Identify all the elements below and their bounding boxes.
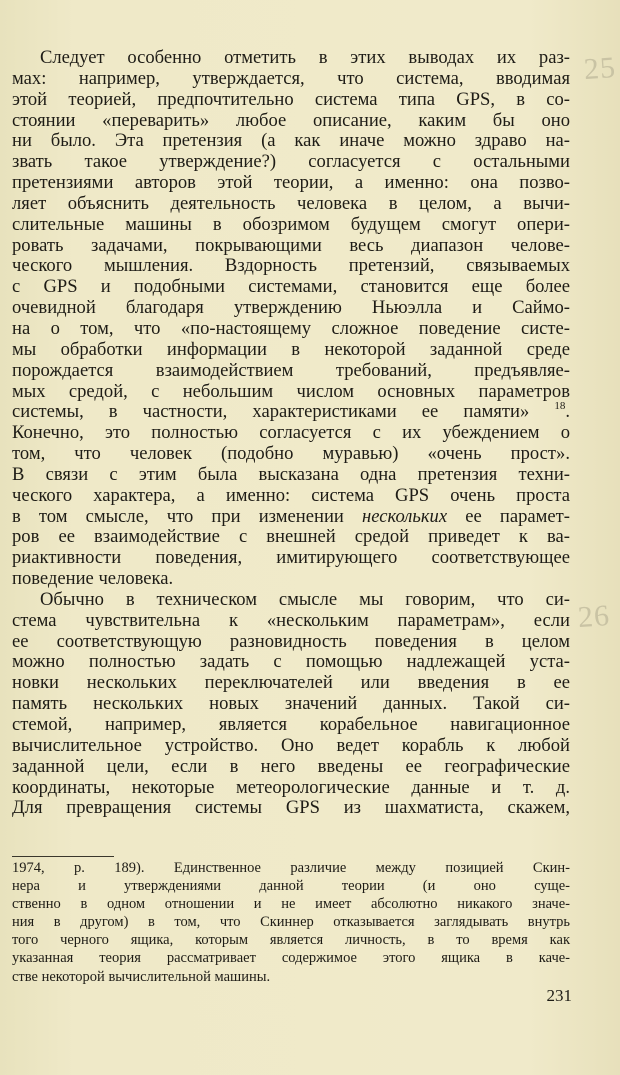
text-line: координаты, некоторые метеорологические данные и т. д. xyxy=(12,776,570,798)
footnote-reference-suffix: . xyxy=(565,401,570,423)
text-line: Следует особенно отметить в этих выводах их раз- xyxy=(40,47,570,68)
text-line: поведение человека. xyxy=(12,568,174,590)
text-line: заданной цели, если в него введены ее географические xyxy=(12,755,570,777)
text-line: мы обработки информации в некоторой заданной среде xyxy=(12,338,570,360)
text-line: порождается взаимодействием требований, предъявляе- xyxy=(12,359,570,381)
text-line: ни было. Эта претензия (а как иначе можно здраво на- xyxy=(12,130,570,152)
footnote-line: ственно в одном отношении и не имеет абсолютно никакого значе- xyxy=(12,896,570,913)
text-line: ческого характера, а именно: система GPS очень проста xyxy=(12,484,570,506)
text-line: с GPS и подобными системами, становится еще более xyxy=(12,276,570,298)
text-line: стема чувствительна к «нескольким параметрам», если xyxy=(12,609,570,631)
text-line-segment: в том смысле, что при изменении xyxy=(12,505,344,527)
text-line: новки нескольких переключателей или введения в ее xyxy=(12,672,570,694)
footnote-line: ния в другом) в том, что Скиннер отказывается заглядывать внутрь xyxy=(12,914,570,931)
text-line: ров ее взаимодействие с внешней средой приведет к ва- xyxy=(12,526,570,548)
text-line: очевидной благодаря утверждению Ньюэлла и Саймо- xyxy=(12,297,570,319)
footnote-reference: 18 xyxy=(554,400,566,413)
text-line-with-italic xyxy=(12,507,570,528)
text-line: том, что человек (подобно муравью) «очень прост». xyxy=(12,443,570,465)
text-line: ее соответствующую разновидность поведения в целом xyxy=(12,630,570,652)
text-line: ровать задачами, покрывающими весь диапазон челове- xyxy=(12,234,570,256)
text-line: стемой, например, является корабельное навигационное xyxy=(12,714,570,735)
text-line: мах: например, утверждается, что система, вводимая xyxy=(12,67,570,89)
main-text xyxy=(12,48,570,819)
footnote-line: 1974, p. 189). Единственное различие между позицией Скин- xyxy=(12,860,570,876)
text-line: ческого мышления. Вздорность претензий, связываемых xyxy=(12,255,570,277)
text-line: Для превращения системы GPS из шахматиста, скажем, xyxy=(12,797,570,819)
footnote-divider xyxy=(12,856,114,857)
page-number: 231 xyxy=(546,986,572,1005)
text-line: В связи с этим была высказана одна претензия техни- xyxy=(12,463,570,485)
footnote-line: указанная теория рассматривает содержимое этого ящика в каче- xyxy=(12,950,570,967)
text-line: мых средой, с небольшим числом основных параметров xyxy=(12,380,570,402)
text-line-segment: системы, в частности, характеристиками ее памяти» xyxy=(12,401,530,423)
text-line: Обычно в техническом смысле мы говорим, что си- xyxy=(40,588,570,610)
text-line: этой теорией, предпочтительно система типа GPS, в со- xyxy=(12,88,570,110)
text-line-with-footnote xyxy=(12,402,570,423)
text-line: можно полностью задать с помощью надлежащей уста- xyxy=(12,651,570,673)
text-line: звать такое утверждение?) согласуется с остальными xyxy=(12,151,570,173)
text-line: слительные машины в обозримом будущем смогут опери- xyxy=(12,213,570,235)
text-line-segment: ее парамет- xyxy=(447,505,570,527)
italic-emphasis: нескольких xyxy=(361,505,448,527)
footnote-line: того черного ящика, которым является личность, в то время как xyxy=(12,932,570,949)
text-line: вычислительное устройство. Оно ведет корабль к любой xyxy=(12,734,570,756)
text-line: претензиями авторов этой теории, а именно: она позво- xyxy=(12,172,570,194)
text-line: память нескольких новых значений данных. Такой си- xyxy=(12,693,570,715)
text-line: риактивности поведения, имитирующего соответствующее xyxy=(12,547,570,569)
margin-pencil-mark: 26 xyxy=(576,598,612,635)
margin-pencil-mark: 25 xyxy=(582,50,618,87)
text-line: ляет объяснить деятельность человека в целом, а вычи- xyxy=(12,192,570,214)
footnote-line: стве некоторой вычислительной машины. xyxy=(12,968,271,985)
footnote xyxy=(12,859,570,986)
text-line: Конечно, это полностью согласуется с их убеждением о xyxy=(12,422,570,444)
text-line: стоянии «переварить» любое описание, каким бы оно xyxy=(12,109,570,131)
text-line: на о том, что «по-настоящему сложное поведение систе- xyxy=(12,317,570,339)
footnote-line: нера и утверждениями данной теории (и оно суще- xyxy=(12,878,570,895)
